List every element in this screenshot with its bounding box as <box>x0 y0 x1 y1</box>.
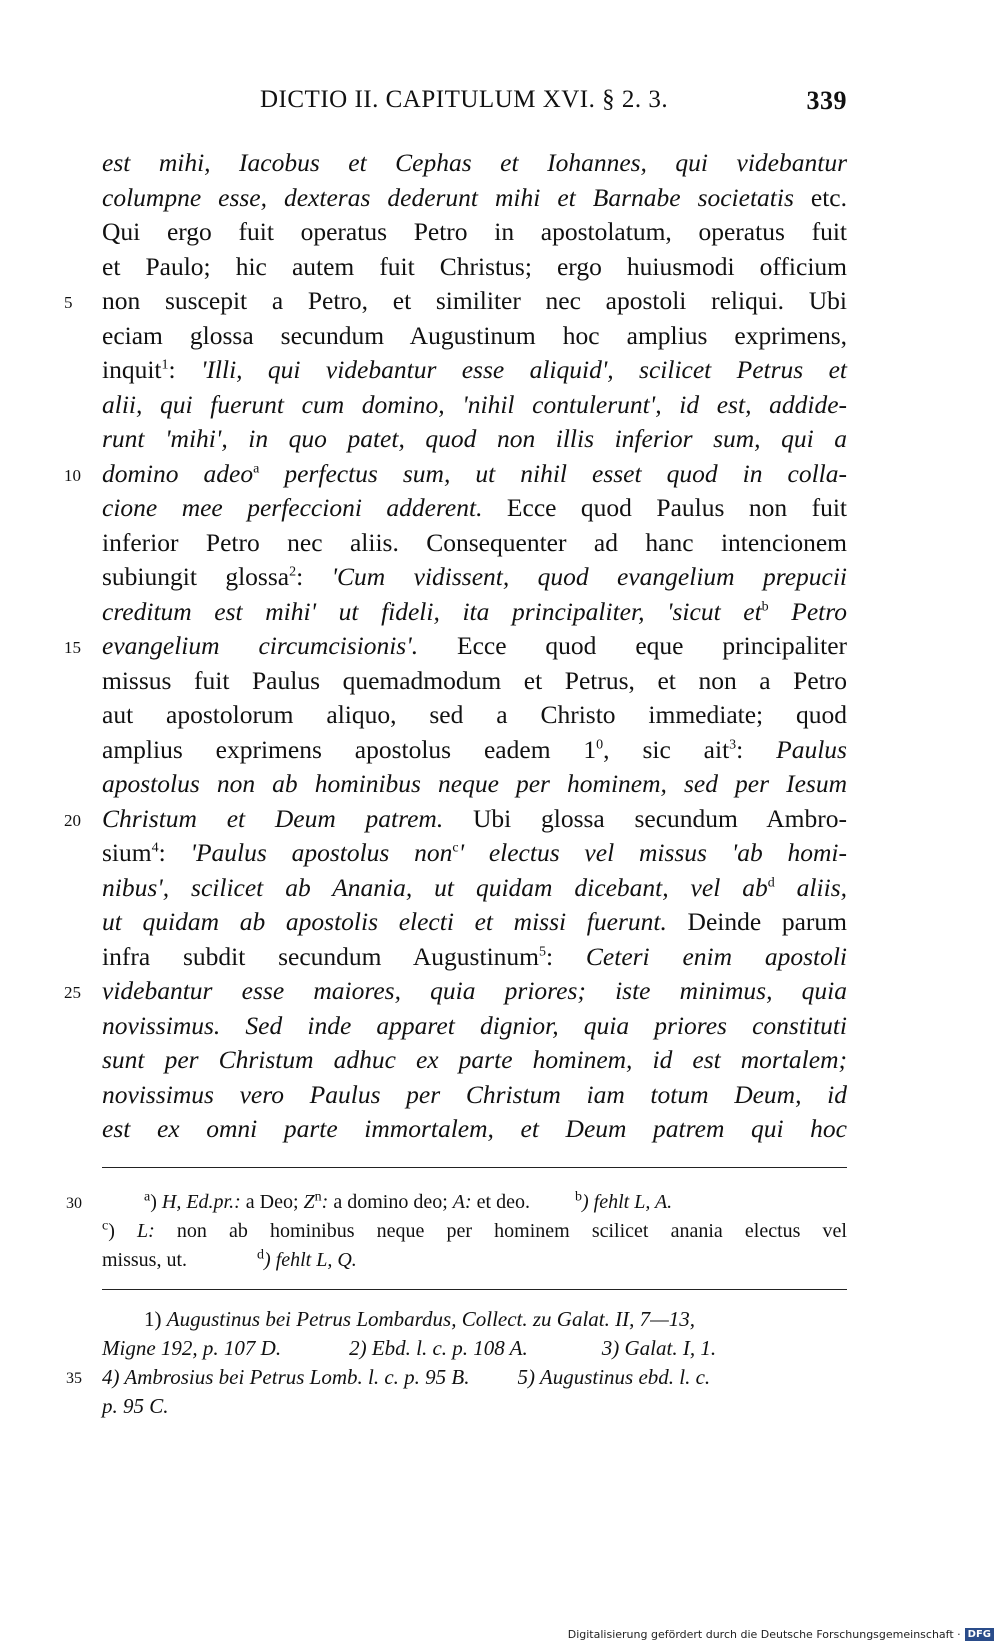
apparatus-ref: c <box>452 840 459 856</box>
text-span: eciam glossa secundum Augustinum hoc amplius exprimens, <box>102 320 847 350</box>
text-span: Ceteri enim apostoli <box>585 941 848 971</box>
text-span: 'Paulus apostolus non <box>190 838 453 867</box>
footnote-rule <box>102 1289 847 1290</box>
text-span: subiungit glossa <box>102 562 290 591</box>
footnote-text: 3) Galat. I, 1. <box>601 1336 717 1360</box>
text-span: et Paulo; hic autem fuit Christus; ergo huiusmodi officium <box>102 251 847 281</box>
text-span: novissimus vero Paulus per Christum iam totum Deum, id <box>102 1079 847 1109</box>
text-line <box>102 353 847 388</box>
siglum: L: <box>137 1220 155 1242</box>
apparatus-mark: d <box>257 1247 265 1263</box>
text-line <box>102 940 847 975</box>
text-span: sunt per Christum adhuc ex parte hominem, id est mortalem; <box>102 1045 847 1074</box>
text-line <box>102 905 847 940</box>
footnote-ref: 5 <box>539 944 546 959</box>
text-line <box>102 215 847 250</box>
superscript: n <box>314 1189 322 1205</box>
text-span: aut apostolorum aliquo, sed a Christo immediate; quod <box>102 700 847 729</box>
text-span: a domino deo; <box>328 1191 453 1213</box>
text-span: : <box>296 562 332 591</box>
apparatus-ref: d <box>767 875 775 890</box>
text-span: Ecce quod eque principaliter <box>418 631 848 660</box>
line-number: 25 <box>64 983 81 1002</box>
text-span: : <box>158 838 191 867</box>
text-span: videbantur esse maiores, quia priores; iste minimus, quia <box>102 976 847 1005</box>
footnotes <box>66 1305 847 1421</box>
footnote-ref: 3 <box>729 737 737 752</box>
text-span: est ex omni parte immortalem, et Deum patrem qui hoc <box>102 1114 847 1143</box>
text-line <box>102 698 847 733</box>
text-span: 1) <box>144 1307 167 1331</box>
footnote-text: 4) Ambrosius bei Petrus Lomb. l. c. p. 95 B. <box>102 1365 470 1389</box>
text-span: novissimus. Sed inde apparet dignior, quia priores constituti <box>102 1010 847 1040</box>
text-span: inquit <box>102 355 162 384</box>
apparatus-mark: c <box>102 1218 109 1234</box>
line-number: 35 <box>66 1370 82 1387</box>
text-span: non ab hominibus neque per hominem scilicet anania electus vel <box>154 1220 847 1242</box>
text-span: sium <box>102 838 152 867</box>
footnote-text: 5) Augustinus ebd. l. c. <box>517 1365 711 1389</box>
text-span: alii, qui fuerunt cum domino, 'nihil contulerunt', id est, addide- <box>102 389 847 419</box>
line-number: 15 <box>64 638 81 657</box>
text-span: ) fehlt L, Q. <box>264 1249 357 1271</box>
footnote-text: p. 95 C. <box>102 1394 169 1418</box>
text-span: creditum est mihi' ut fideli, ita principaliter, 'sicut et <box>102 596 762 626</box>
text-span: est mihi, Iacobus et Cephas et Iohannes, qui videbantur <box>102 148 847 177</box>
line-number: 30 <box>66 1195 82 1212</box>
text-line <box>102 388 847 423</box>
footnote-line <box>66 1363 847 1392</box>
text-span: : <box>546 941 586 971</box>
text-line <box>102 871 847 906</box>
text-span: Ecce quod Paulus non fuit <box>482 493 847 522</box>
text-span: : <box>168 355 201 384</box>
footnote-line <box>102 1392 847 1421</box>
running-header <box>102 86 847 126</box>
credit-text: Digitalisierung gefördert durch die Deutsche Forschungsgemeinschaft · <box>567 1628 961 1641</box>
apparatus-rule <box>102 1167 847 1168</box>
text-span: 'Cum vidissent, quod evangelium prepucii <box>331 562 848 591</box>
text-line <box>102 422 847 457</box>
text-line <box>102 836 847 871</box>
text-span: etc. <box>793 182 847 212</box>
text-span: missus, ut. <box>102 1249 188 1271</box>
line-number: 5 <box>64 293 73 312</box>
text-span: ) <box>108 1220 138 1242</box>
text-line <box>102 767 847 802</box>
line-number: 10 <box>64 465 81 485</box>
text-span: apostolus non ab hominibus neque per hominem, sed per Iesum <box>102 769 847 798</box>
footnote-line <box>102 1334 847 1363</box>
siglum: : <box>321 1191 329 1213</box>
text-span: Ubi glossa secundum Ambro- <box>443 803 847 833</box>
text-span: ut quidam ab apostolis electi et missi fuerunt. <box>102 907 667 936</box>
footnote-text: Migne 192, p. 107 D. <box>102 1336 282 1360</box>
text-span: ' electus vel missus 'ab homi- <box>458 838 847 867</box>
text-line <box>102 1009 847 1044</box>
text-span: infra subdit secundum Augustinum <box>102 941 539 971</box>
text-line <box>102 595 847 630</box>
text-span: ) <box>150 1191 162 1213</box>
text-line <box>102 319 847 354</box>
text-span: et deo. <box>471 1191 530 1213</box>
text-span: a Deo; <box>240 1191 304 1213</box>
text-span: ) fehlt L, A. <box>581 1191 673 1213</box>
text-line <box>102 1078 847 1113</box>
text-span: Christum et Deum patrem. <box>102 803 444 833</box>
line-number: 20 <box>64 810 81 830</box>
text-span: columpne esse, dexteras dederunt mihi et Barnabe societatis <box>102 182 794 212</box>
text-line <box>102 491 847 526</box>
text-span: Qui ergo fuit operatus Petro in apostolatum, operatus fuit <box>102 217 847 246</box>
text-span: runt 'mihi', in quo patet, quod non illis inferior sum, qui a <box>102 424 847 453</box>
siglum: Z <box>303 1191 315 1213</box>
text-line <box>64 629 848 664</box>
text-span: nibus', scilicet ab Anania, ut quidam dicebant, vel ab <box>102 872 768 902</box>
text-line <box>64 802 847 837</box>
apparatus-line <box>66 1188 847 1217</box>
text-span: perfectus sum, ut nihil esset quod in colla- <box>259 458 847 488</box>
text-span: evangelium circumcisionis'. <box>102 631 419 660</box>
text-span: : <box>736 734 777 764</box>
text-span: , sic ait <box>603 734 730 764</box>
text-span: Petro <box>768 596 847 626</box>
text-span: Paulus <box>776 734 847 764</box>
text-line <box>102 250 847 285</box>
footnote-text: Augustinus bei Petrus Lombardus, Collect. zu Galat. II, 7—13, <box>166 1307 696 1331</box>
page-number: 339 <box>806 86 847 115</box>
footnote-ref: 1 <box>161 357 169 373</box>
text-span: non suscepit a Petro, et similiter nec apostoli reliqui. Ubi <box>102 286 847 315</box>
text-span: cione mee perfeccioni adderent. <box>102 493 483 522</box>
dfg-logo: DFG <box>965 1628 994 1641</box>
main-text <box>64 146 848 1147</box>
text-line <box>102 146 847 181</box>
critical-apparatus <box>66 1188 847 1275</box>
text-span: aliis, <box>774 872 847 902</box>
footnote-ref: 2 <box>289 564 297 580</box>
text-span: 'Illi, qui videbantur esse aliquid', scilicet Petrus et <box>200 355 847 384</box>
text-span: Deinde parum <box>666 907 848 936</box>
text-span: domino adeo <box>102 458 254 488</box>
digitization-credit <box>568 1628 994 1641</box>
text-line <box>102 664 847 699</box>
text-line <box>64 974 847 1009</box>
siglum: H, Ed.pr.: <box>161 1191 241 1213</box>
footnote-ref: 4 <box>151 840 159 856</box>
text-line <box>102 560 847 595</box>
footnote-line <box>102 1305 847 1334</box>
text-line <box>102 526 847 561</box>
apparatus-mark: b <box>574 1189 582 1205</box>
text-line <box>64 457 847 492</box>
apparatus-ref: b <box>761 599 769 614</box>
text-line <box>64 284 847 319</box>
apparatus-line <box>102 1246 847 1275</box>
running-title: DICTIO II. CAPITULUM XVI. § 2. 3. <box>260 86 669 113</box>
apparatus-line <box>102 1217 847 1246</box>
text-span: inferior Petro nec aliis. Consequenter ad hanc intencionem <box>102 527 847 557</box>
superscript: 0 <box>596 737 604 752</box>
apparatus-mark: a <box>144 1189 151 1205</box>
footnote-text: 2) Ebd. l. c. p. 108 A. <box>349 1336 528 1360</box>
siglum: A: <box>452 1191 472 1213</box>
apparatus-ref: a <box>253 461 260 476</box>
text-line <box>102 733 847 768</box>
text-line <box>102 181 847 216</box>
text-line <box>102 1043 847 1078</box>
text-line <box>102 1112 847 1147</box>
text-span: amplius exprimens apostolus eadem 1 <box>102 734 597 764</box>
text-span: missus fuit Paulus quemadmodum et Petrus, et non a Petro <box>102 665 847 695</box>
